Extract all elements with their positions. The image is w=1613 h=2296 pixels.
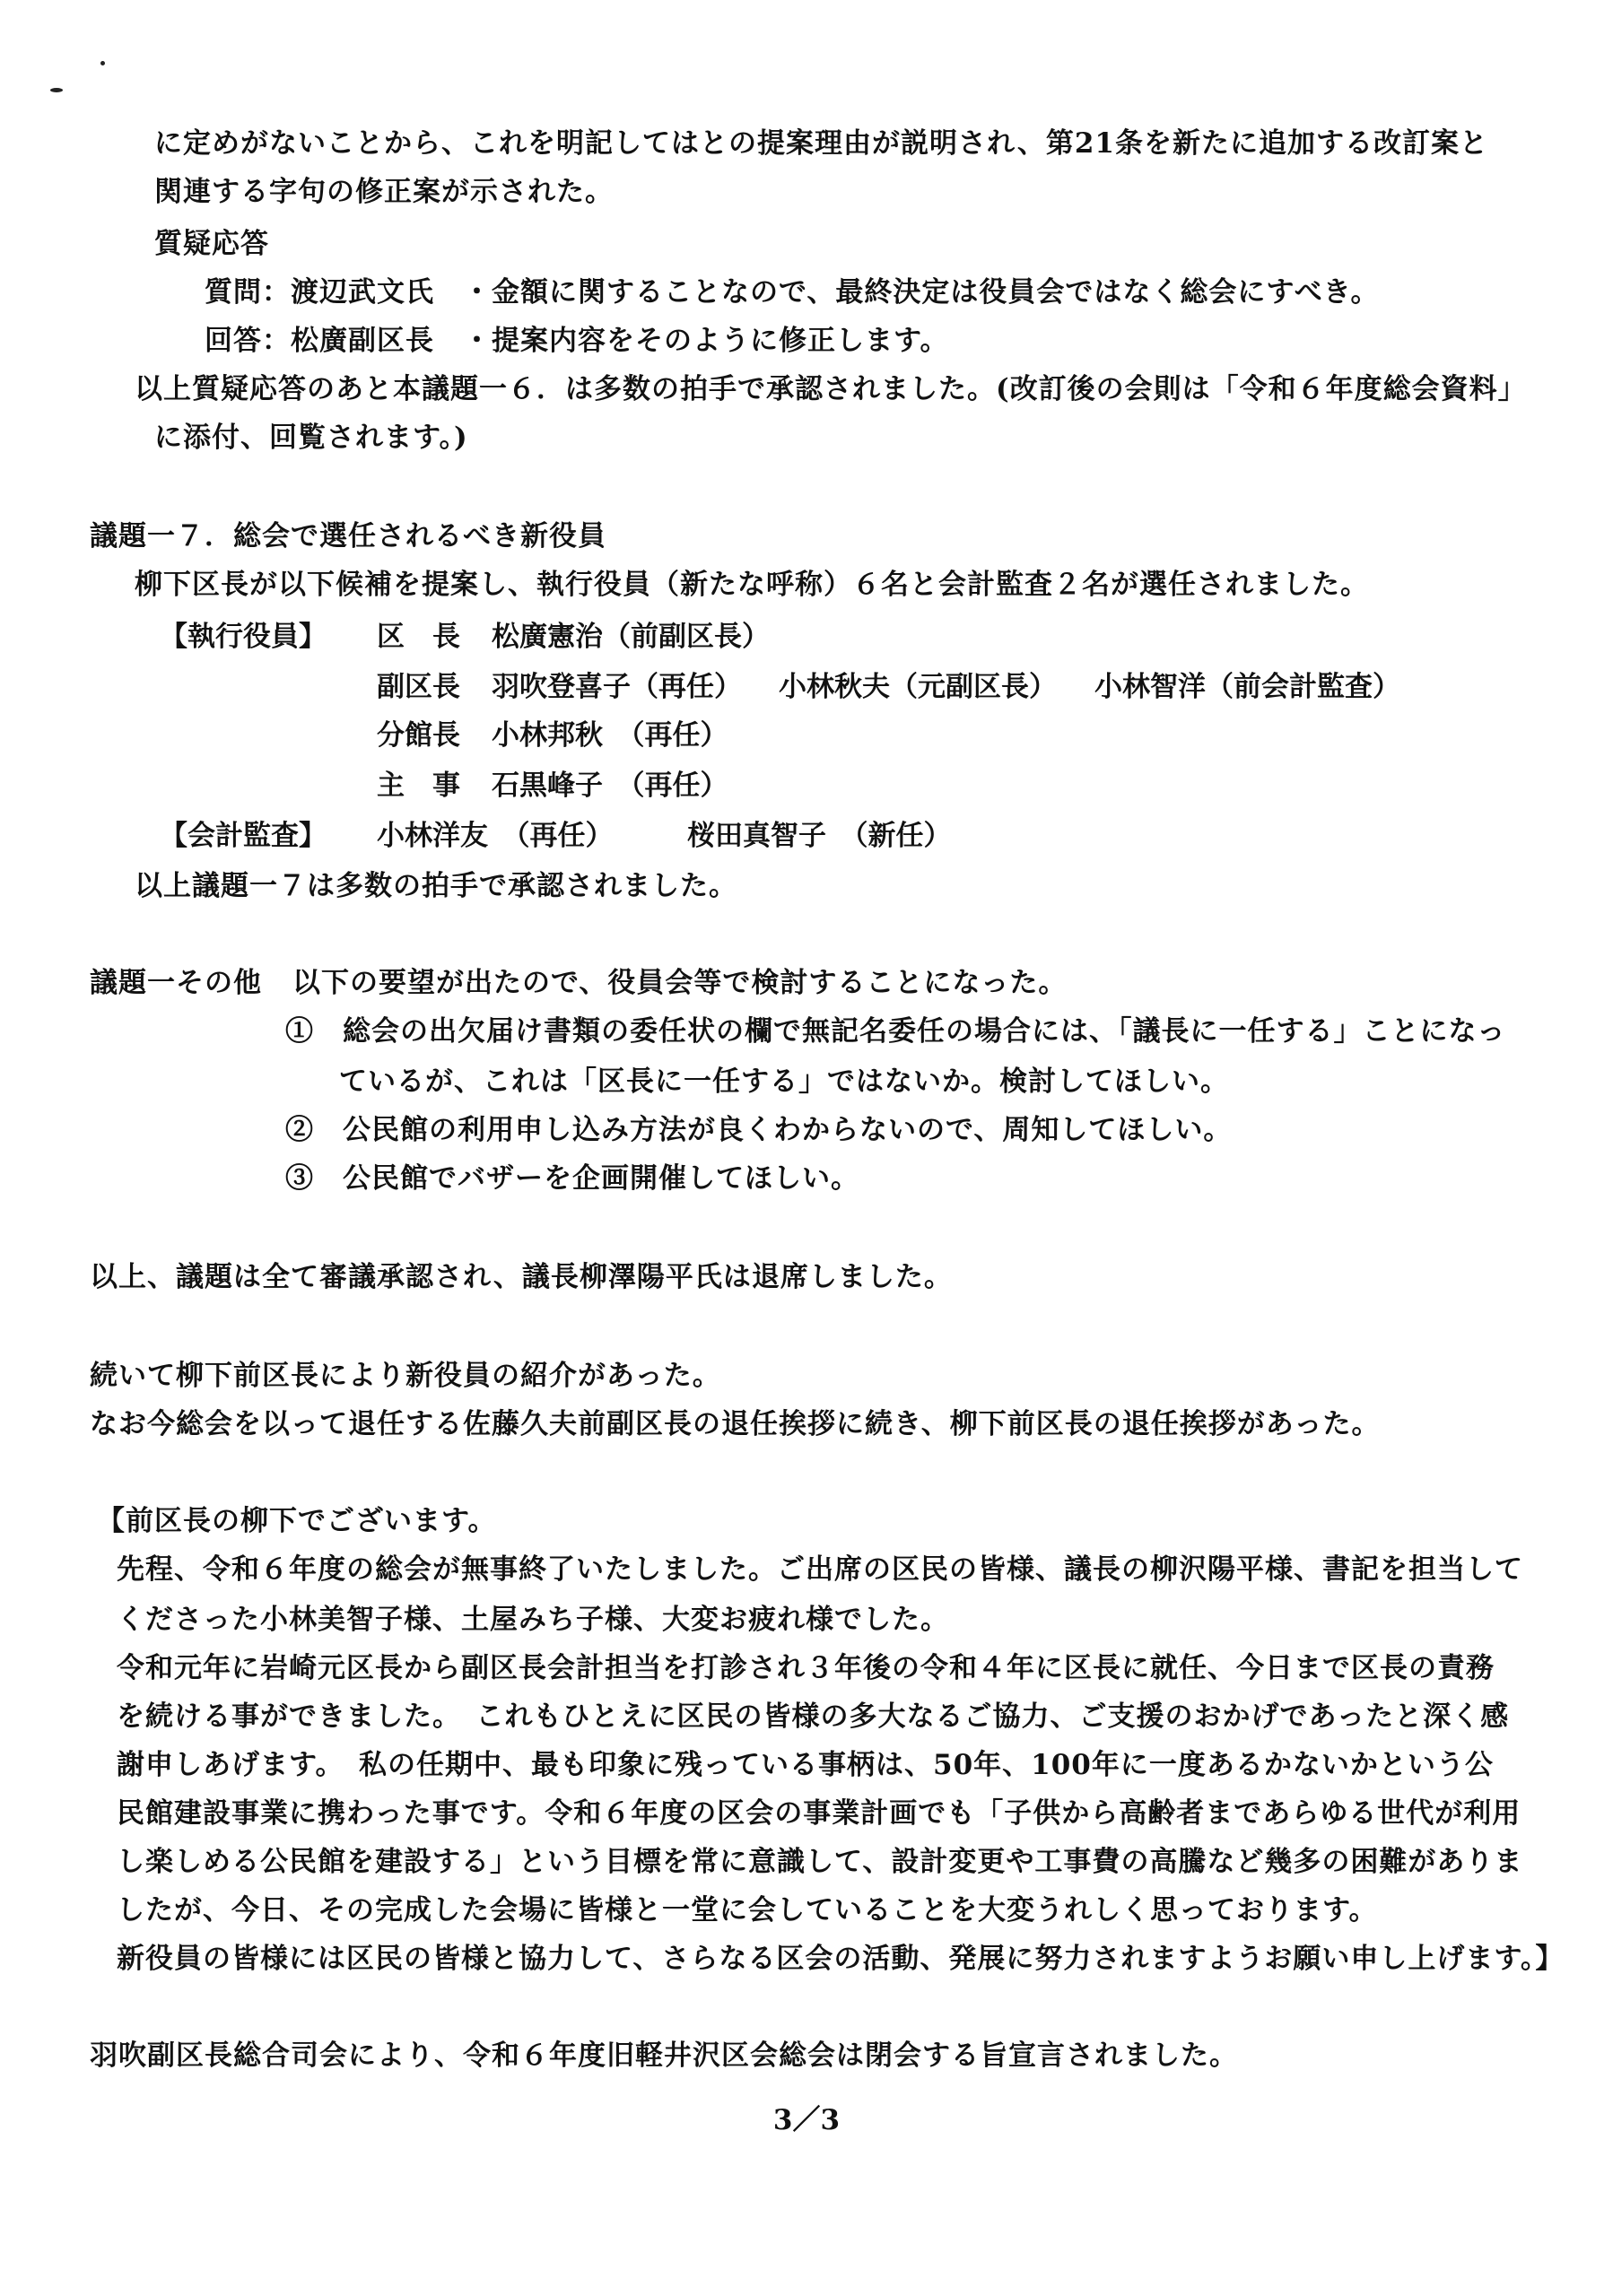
speech-line: を続ける事ができました。 これもひとえに区民の皆様の多大なるご協力、ご支援のおかげであったと深く感 xyxy=(117,1700,1510,1733)
branch-head-name: 小林邦秋 （再任） xyxy=(492,719,728,752)
scan-speck xyxy=(50,88,63,92)
speech-line: くださった小林美智子様、土屋みち子様、大変お疲れ様でした。 xyxy=(117,1604,949,1636)
clerk-role: 主 事 xyxy=(377,770,460,802)
agenda6-result-line-1: 以上質疑応答のあと本議題一６．は多数の拍手で承認されました。(改訂後の会則は「令和６年度総会資料」 xyxy=(135,373,1527,405)
page-number: 3／3 xyxy=(772,2104,841,2136)
all-approved-statement: 以上、議題は全て審議承認され、議長柳澤陽平氏は退席しました。 xyxy=(90,1261,953,1293)
speech-line: したが、今日、その完成した会場に皆様と一堂に会していることを大変うれしく思っております。 xyxy=(117,1894,1378,1926)
agenda-other-heading: 議題一その他 xyxy=(90,967,262,999)
speech-opening: 【前区長の柳下でございます。 xyxy=(97,1505,497,1537)
speech-line: 令和元年に岩崎元区長から副区長会計担当を打診され３年後の令和４年に区長に就任、今日まで区長の責務 xyxy=(117,1652,1495,1684)
agenda7-result: 以上議題一７は多数の拍手で承認されました。 xyxy=(135,870,737,902)
speech-line: 民館建設事業に携わった事です。令和６年度の区会の事業計画でも「子供から高齢者まであらゆる世代が利用 xyxy=(117,1797,1521,1830)
scan-speck xyxy=(100,61,105,65)
qa-question: 質問：渡辺武文氏 ・金額に関することなので、最終決定は役員会ではなく総会にすべき。 xyxy=(205,276,1380,309)
vice-chief-name: 小林秋夫（元副区長） xyxy=(779,671,1057,703)
chief-role: 区 長 xyxy=(377,621,460,653)
agenda7-heading: 議題一７．総会で選任されるべき新役員 xyxy=(90,520,606,552)
speech-line: 先程、令和６年度の総会が無事終了いたしました。ご出席の区民の皆様、議長の柳沢陽平様、書記を担当して xyxy=(117,1553,1523,1586)
speech-line: し楽しめる公民館を建設する」という目標を常に意識して、設計変更や工事費の高騰など幾多の困難がありま xyxy=(117,1846,1523,1878)
proposal-line-2: 関連する字句の修正案が示された。 xyxy=(154,176,614,208)
agenda6-result-line-2: に添付、回覧されます。) xyxy=(154,422,468,454)
request-item-3: ③ 公民館でバザーを企画開催してほしい。 xyxy=(285,1162,859,1195)
vice-chief-name: 羽吹登喜子（再任） xyxy=(492,671,742,703)
qa-heading: 質疑応答 xyxy=(154,228,269,260)
agenda-other-intro: 以下の要望が出たので、役員会等で検討することになった。 xyxy=(292,967,1068,999)
chief-name: 松廣憲治（前副区長） xyxy=(492,621,770,653)
request-item-1-cont: ているが、これは「区長に一任する」ではないか。検討してほしい。 xyxy=(339,1065,1229,1098)
request-item-1: ① 総会の出欠届け書類の委任状の欄で無記名委任の場合には、「議長に一任する」ことになっ xyxy=(285,1015,1506,1048)
vice-chief-name: 小林智洋（前会計監査） xyxy=(1094,671,1400,703)
agenda7-intro: 柳下区長が以下候補を提案し、執行役員（新たな呼称）６名と会計監査２名が選任されました。 xyxy=(135,569,1369,601)
proposal-line-1: に定めがないことから、これを明記してはとの提案理由が説明され、第21条を新たに追加する改訂案と xyxy=(154,127,1488,160)
auditors-label: 【会計監査】 xyxy=(160,820,327,852)
speech-closing: 新役員の皆様には区民の皆様と協力して、さらなる区会の活動、発展に努力されますようお願い申し上げます。】 xyxy=(117,1943,1565,1975)
speech-line: 謝申しあげます。 私の任期中、最も印象に残っている事柄は、50年、100年に一度あるかないかという公 xyxy=(117,1749,1494,1781)
auditor-name: 桜田真智子 （新任） xyxy=(687,820,952,852)
exec-officers-label: 【執行役員】 xyxy=(160,621,327,653)
qa-answer: 回答：松廣副区長 ・提案内容をそのように修正します。 xyxy=(205,325,949,357)
closing-declaration: 羽吹副区長総合司会により、令和６年度旧軽井沢区会総会は閉会する旨宣言されました。 xyxy=(90,2039,1238,2072)
retirement-greetings: なお今総会を以って退任する佐藤久夫前副区長の退任挨拶に続き、柳下前区長の退任挨拶があった。 xyxy=(90,1408,1381,1440)
new-officers-intro: 続いて柳下前区長により新役員の紹介があった。 xyxy=(90,1360,721,1392)
branch-head-role: 分館長 xyxy=(377,719,460,752)
vice-chief-role: 副区長 xyxy=(377,671,460,703)
auditor-name: 小林洋友 （再任） xyxy=(377,820,614,852)
request-item-2: ② 公民館の利用申し込み方法が良くわからないので、周知してほしい。 xyxy=(285,1114,1233,1146)
clerk-name: 石黒峰子 （再任） xyxy=(492,770,728,802)
